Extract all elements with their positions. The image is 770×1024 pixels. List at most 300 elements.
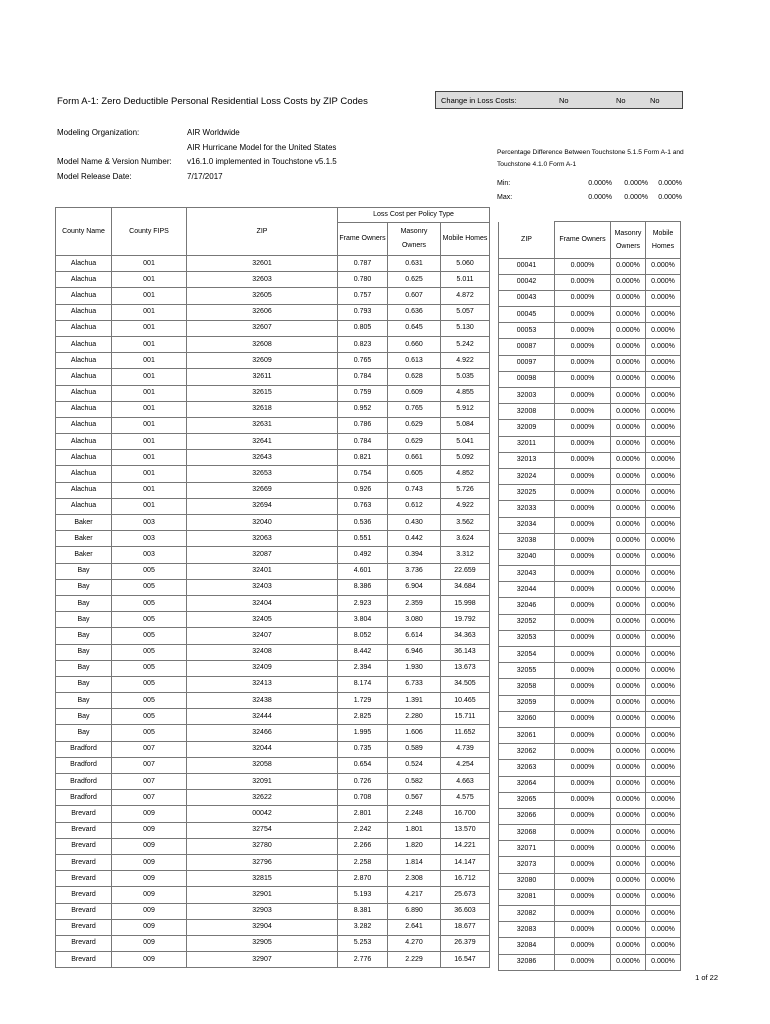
table-row — [499, 679, 681, 695]
table-cell: Alachua — [56, 336, 112, 352]
table-cell: 0.926 — [338, 482, 388, 498]
table-row — [499, 323, 681, 339]
table-cell: 0.654 — [338, 757, 388, 773]
table-cell: 32063 — [187, 531, 338, 547]
table-row — [499, 371, 681, 387]
table-cell: Bay — [56, 676, 112, 692]
table-cell: 005 — [112, 644, 187, 660]
table-cell: 32754 — [187, 822, 338, 838]
table-cell: 0.000% — [646, 825, 681, 841]
table-cell: 0.000% — [611, 808, 646, 824]
table-cell: 6.614 — [388, 628, 441, 644]
table-cell: 26.379 — [441, 935, 490, 951]
table-row — [56, 450, 490, 466]
table-cell: 0.805 — [338, 320, 388, 336]
table-row — [499, 630, 681, 646]
table-cell: Bay — [56, 563, 112, 579]
table-row — [499, 501, 681, 517]
table-cell: 0.000% — [611, 776, 646, 792]
table-cell: Brevard — [56, 887, 112, 903]
table-row — [499, 274, 681, 290]
loss-cost-table — [55, 207, 490, 968]
table-cell: 0.000% — [646, 501, 681, 517]
table-row — [56, 612, 490, 628]
change-value-frame: No — [559, 96, 569, 105]
table-cell: 0.000% — [646, 808, 681, 824]
table-cell: Alachua — [56, 353, 112, 369]
table-cell: 1.820 — [388, 838, 441, 854]
table-cell: 009 — [112, 806, 187, 822]
table-cell: 0.000% — [611, 663, 646, 679]
table-cell: 0.551 — [338, 531, 388, 547]
table-cell: 0.000% — [611, 355, 646, 371]
table-cell: 009 — [112, 822, 187, 838]
table-cell: 0.536 — [338, 515, 388, 531]
table-cell: 32408 — [187, 644, 338, 660]
table-cell: 0.787 — [338, 256, 388, 272]
table-cell: 0.000% — [555, 290, 611, 306]
table-cell: 0.000% — [611, 339, 646, 355]
table-cell: 0.000% — [611, 954, 646, 970]
table-cell: Brevard — [56, 854, 112, 870]
table-cell: 4.254 — [441, 757, 490, 773]
table-cell: 0.000% — [555, 776, 611, 792]
table-row — [56, 498, 490, 514]
table-cell: 32068 — [499, 825, 555, 841]
table-row — [56, 676, 490, 692]
table-cell: Bay — [56, 644, 112, 660]
table-row — [56, 822, 490, 838]
table-cell: 32053 — [499, 630, 555, 646]
table-row — [499, 695, 681, 711]
table-row — [56, 952, 490, 968]
table-row — [56, 595, 490, 611]
table-cell: 0.000% — [646, 485, 681, 501]
pct-diff-title — [497, 147, 697, 171]
table-cell: 0.000% — [555, 679, 611, 695]
table-cell: 001 — [112, 385, 187, 401]
table-cell: 005 — [112, 628, 187, 644]
table-row — [56, 935, 490, 951]
change-value-mobile: No — [650, 96, 660, 105]
table-cell: 0.000% — [611, 404, 646, 420]
table-cell: 32091 — [187, 774, 338, 790]
table-cell: 005 — [112, 693, 187, 709]
table-cell: Brevard — [56, 871, 112, 887]
table-row — [499, 889, 681, 905]
table-cell: 0.726 — [338, 774, 388, 790]
table-cell: 0.661 — [388, 450, 441, 466]
table-cell: 5.092 — [441, 450, 490, 466]
table-cell: 0.000% — [555, 517, 611, 533]
table-cell: 009 — [112, 871, 187, 887]
table-cell: 0.000% — [646, 452, 681, 468]
table-cell: 0.000% — [555, 452, 611, 468]
table-cell: 005 — [112, 563, 187, 579]
table-cell: 0.735 — [338, 741, 388, 757]
table-row — [56, 903, 490, 919]
table-cell: 0.000% — [646, 663, 681, 679]
table-cell: 0.000% — [555, 258, 611, 274]
table-cell: 0.000% — [611, 533, 646, 549]
table-cell: 00042 — [187, 806, 338, 822]
table-row — [499, 711, 681, 727]
table-cell: 14.221 — [441, 838, 490, 854]
table-cell: Brevard — [56, 806, 112, 822]
table-row — [499, 436, 681, 452]
table-cell: 0.000% — [555, 792, 611, 808]
table-cell: 3.312 — [441, 547, 490, 563]
table-cell: 32059 — [499, 695, 555, 711]
table-cell: 32405 — [187, 612, 338, 628]
table-row — [56, 854, 490, 870]
table-cell: 00042 — [499, 274, 555, 290]
table-cell: 32401 — [187, 563, 338, 579]
table-cell: 0.000% — [611, 274, 646, 290]
table-cell: 32013 — [499, 452, 555, 468]
table-cell: 0.000% — [611, 501, 646, 517]
table-cell: 5.041 — [441, 434, 490, 450]
table-row — [56, 256, 490, 272]
table-cell: 22.659 — [441, 563, 490, 579]
meta-label: Modeling Organization: — [57, 128, 140, 137]
table-row — [499, 582, 681, 598]
table-row — [56, 304, 490, 320]
table-cell: 6.946 — [388, 644, 441, 660]
table-row — [499, 566, 681, 582]
table-cell: 0.000% — [555, 371, 611, 387]
table-cell: 32086 — [499, 954, 555, 970]
table-cell: 0.000% — [611, 598, 646, 614]
table-cell: 0.000% — [646, 323, 681, 339]
table-cell: 0.645 — [388, 320, 441, 336]
table-cell: 0.000% — [611, 744, 646, 760]
table-cell: 2.394 — [338, 660, 388, 676]
table-row — [499, 549, 681, 565]
table-cell: 0.492 — [338, 547, 388, 563]
table-cell: 2.280 — [388, 709, 441, 725]
table-cell: 13.570 — [441, 822, 490, 838]
table-row — [499, 873, 681, 889]
pct-diff-table — [498, 221, 681, 971]
max-frame: 0.000% — [588, 194, 612, 201]
table-cell: 001 — [112, 498, 187, 514]
table-cell: 0.765 — [388, 401, 441, 417]
table-cell: 007 — [112, 757, 187, 773]
table-cell: 15.998 — [441, 595, 490, 611]
table-cell: 0.000% — [646, 873, 681, 889]
table-cell: 32622 — [187, 790, 338, 806]
table-cell: 2.258 — [338, 854, 388, 870]
table-cell: 32055 — [499, 663, 555, 679]
min-mobile: 0.000% — [658, 180, 682, 187]
table-cell: 005 — [112, 612, 187, 628]
table-cell: 0.763 — [338, 498, 388, 514]
table-row — [56, 320, 490, 336]
table-cell: 8.052 — [338, 628, 388, 644]
table-cell: 32631 — [187, 417, 338, 433]
table-cell: 32003 — [499, 388, 555, 404]
table-cell: 11.652 — [441, 725, 490, 741]
table-row — [56, 563, 490, 579]
meta-value: AIR Worldwide — [187, 128, 240, 137]
table-row — [56, 369, 490, 385]
table-cell: 0.000% — [555, 873, 611, 889]
table-cell: Bay — [56, 628, 112, 644]
table-cell: 0.000% — [555, 404, 611, 420]
table-cell: 32054 — [499, 647, 555, 663]
table-cell: 0.000% — [555, 533, 611, 549]
table-cell: 0.000% — [646, 290, 681, 306]
table-cell: 0.582 — [388, 774, 441, 790]
table-cell: 0.000% — [555, 598, 611, 614]
col-header-zip: ZIP — [187, 208, 338, 256]
table-cell: 007 — [112, 790, 187, 806]
table-row — [56, 628, 490, 644]
table-cell: 2.242 — [338, 822, 388, 838]
table-cell: 0.000% — [611, 792, 646, 808]
table-cell: 0.743 — [388, 482, 441, 498]
table-cell: 0.000% — [611, 922, 646, 938]
table-cell: Bay — [56, 725, 112, 741]
table-cell: Alachua — [56, 434, 112, 450]
table-cell: 0.000% — [611, 938, 646, 954]
meta-values — [187, 126, 337, 184]
table-cell: 0.784 — [338, 369, 388, 385]
table-cell: 1.995 — [338, 725, 388, 741]
table-cell: 32904 — [187, 919, 338, 935]
table-cell: 001 — [112, 320, 187, 336]
table-row — [499, 647, 681, 663]
table-cell: 0.000% — [646, 647, 681, 663]
table-row — [56, 838, 490, 854]
table-cell: 001 — [112, 353, 187, 369]
table-cell: 0.000% — [646, 339, 681, 355]
table-cell: 0.000% — [555, 388, 611, 404]
table-cell: 001 — [112, 401, 187, 417]
table-cell: 16.547 — [441, 952, 490, 968]
table-cell: 0.000% — [555, 630, 611, 646]
table-row — [56, 466, 490, 482]
table-cell: 0.000% — [646, 468, 681, 484]
table-cell: 0.000% — [555, 906, 611, 922]
table-row — [56, 871, 490, 887]
table-cell: 4.575 — [441, 790, 490, 806]
table-cell: 2.641 — [388, 919, 441, 935]
table-cell: 2.229 — [388, 952, 441, 968]
min-masonry: 0.000% — [624, 180, 648, 187]
table-cell: 10.465 — [441, 693, 490, 709]
table-cell: 0.000% — [555, 436, 611, 452]
table-cell: 5.011 — [441, 272, 490, 288]
table-cell: Brevard — [56, 935, 112, 951]
table-row — [499, 663, 681, 679]
table-row — [56, 272, 490, 288]
table-cell: 0.605 — [388, 466, 441, 482]
table-cell: 001 — [112, 434, 187, 450]
table-cell: 2.923 — [338, 595, 388, 611]
table-cell: 0.000% — [611, 420, 646, 436]
table-cell: 14.147 — [441, 854, 490, 870]
table-cell: 0.000% — [555, 307, 611, 323]
table-cell: 0.000% — [611, 452, 646, 468]
table-cell: 4.217 — [388, 887, 441, 903]
table-row — [56, 725, 490, 741]
table-cell: 0.823 — [338, 336, 388, 352]
meta-value: AIR Hurricane Model for the United States — [187, 142, 337, 152]
table-row — [56, 288, 490, 304]
table-row — [56, 774, 490, 790]
col-header-masonry-owners: Masonry Owners — [611, 222, 646, 259]
table-row — [499, 339, 681, 355]
table-cell: 0.000% — [555, 663, 611, 679]
table-cell: 003 — [112, 547, 187, 563]
table-cell: 32603 — [187, 272, 338, 288]
table-cell: 3.624 — [441, 531, 490, 547]
table-cell: 0.000% — [611, 825, 646, 841]
table-cell: 1.814 — [388, 854, 441, 870]
table-cell: 16.700 — [441, 806, 490, 822]
min-frame: 0.000% — [588, 180, 612, 187]
table-cell: 32607 — [187, 320, 338, 336]
col-header-mobile-homes: Mobile Homes — [646, 222, 681, 259]
group-header-loss-cost: Loss Cost per Policy Type — [338, 208, 490, 223]
table-cell: 5.912 — [441, 401, 490, 417]
table-cell: 3.736 — [388, 563, 441, 579]
table-row — [499, 533, 681, 549]
table-cell: 32403 — [187, 579, 338, 595]
table-cell: 32040 — [187, 515, 338, 531]
table-cell: 001 — [112, 482, 187, 498]
table-row — [56, 741, 490, 757]
table-cell: 32061 — [499, 727, 555, 743]
table-cell: Bradford — [56, 774, 112, 790]
table-cell: 32438 — [187, 693, 338, 709]
table-cell: 0.821 — [338, 450, 388, 466]
table-row — [56, 482, 490, 498]
table-cell: 00045 — [499, 307, 555, 323]
table-cell: 18.677 — [441, 919, 490, 935]
table-cell: Alachua — [56, 320, 112, 336]
table-row — [499, 938, 681, 954]
table-cell: 0.000% — [646, 388, 681, 404]
table-row — [499, 307, 681, 323]
table-cell: 0.000% — [646, 566, 681, 582]
table-cell: 13.673 — [441, 660, 490, 676]
table-cell: 32643 — [187, 450, 338, 466]
table-row — [499, 727, 681, 743]
table-row — [499, 954, 681, 970]
table-row — [499, 355, 681, 371]
table-cell: Baker — [56, 515, 112, 531]
table-row — [499, 760, 681, 776]
table-cell: 32060 — [499, 711, 555, 727]
table-cell: Bay — [56, 709, 112, 725]
table-cell: 0.708 — [338, 790, 388, 806]
table-cell: 0.000% — [646, 307, 681, 323]
table-cell: 0.609 — [388, 385, 441, 401]
table-cell: 0.000% — [555, 420, 611, 436]
table-cell: Alachua — [56, 417, 112, 433]
table-cell: 0.000% — [555, 614, 611, 630]
table-cell: 0.625 — [388, 272, 441, 288]
table-cell: 0.000% — [646, 582, 681, 598]
table-cell: 0.754 — [338, 466, 388, 482]
table-cell: Alachua — [56, 288, 112, 304]
table-cell: 0.567 — [388, 790, 441, 806]
table-cell: 0.442 — [388, 531, 441, 547]
table-row — [56, 417, 490, 433]
table-cell: 0.000% — [555, 339, 611, 355]
table-cell: 005 — [112, 660, 187, 676]
col-header-masonry-owners: Masonry Owners — [388, 223, 441, 256]
table-row — [56, 515, 490, 531]
table-cell: 32780 — [187, 838, 338, 854]
table-cell: 0.000% — [555, 695, 611, 711]
table-cell: Brevard — [56, 919, 112, 935]
table-cell: 32038 — [499, 533, 555, 549]
table-cell: 0.000% — [646, 695, 681, 711]
table-cell: 0.000% — [646, 922, 681, 938]
table-cell: 0.757 — [338, 288, 388, 304]
table-cell: 0.000% — [646, 938, 681, 954]
table-cell: 32611 — [187, 369, 338, 385]
table-cell: 0.631 — [388, 256, 441, 272]
table-cell: 0.000% — [646, 404, 681, 420]
table-cell: 0.000% — [611, 323, 646, 339]
table-cell: 32601 — [187, 256, 338, 272]
table-cell: 5.726 — [441, 482, 490, 498]
table-cell: 32694 — [187, 498, 338, 514]
table-row — [499, 614, 681, 630]
table-cell: 32033 — [499, 501, 555, 517]
table-cell: 0.000% — [611, 647, 646, 663]
table-cell: 0.000% — [611, 630, 646, 646]
table-cell: 5.193 — [338, 887, 388, 903]
table-cell: 25.673 — [441, 887, 490, 903]
page-number: 1 of 22 — [695, 973, 718, 982]
table-cell: 32901 — [187, 887, 338, 903]
table-cell: 32063 — [499, 760, 555, 776]
table-row — [56, 579, 490, 595]
table-cell: 005 — [112, 595, 187, 611]
table-cell: 32796 — [187, 854, 338, 870]
table-cell: 0.000% — [555, 744, 611, 760]
table-cell: 32404 — [187, 595, 338, 611]
meta-label-blank — [57, 141, 172, 156]
table-cell: 0.612 — [388, 498, 441, 514]
table-cell: 6.904 — [388, 579, 441, 595]
table-cell: 5.130 — [441, 320, 490, 336]
table-cell: 1.606 — [388, 725, 441, 741]
table-cell: 0.000% — [646, 371, 681, 387]
table-cell: 0.000% — [555, 760, 611, 776]
table-cell: 32081 — [499, 889, 555, 905]
table-row — [499, 857, 681, 873]
table-cell: 3.282 — [338, 919, 388, 935]
table-cell: 5.035 — [441, 369, 490, 385]
table-cell: 0.000% — [646, 679, 681, 695]
meta-labels — [57, 126, 172, 184]
table-cell: 001 — [112, 369, 187, 385]
pct-min-max — [497, 177, 687, 207]
table-cell: 0.000% — [611, 841, 646, 857]
table-cell: Alachua — [56, 466, 112, 482]
table-cell: 5.242 — [441, 336, 490, 352]
table-cell: 32058 — [499, 679, 555, 695]
table-cell: Bay — [56, 579, 112, 595]
table-cell: 0.000% — [611, 760, 646, 776]
